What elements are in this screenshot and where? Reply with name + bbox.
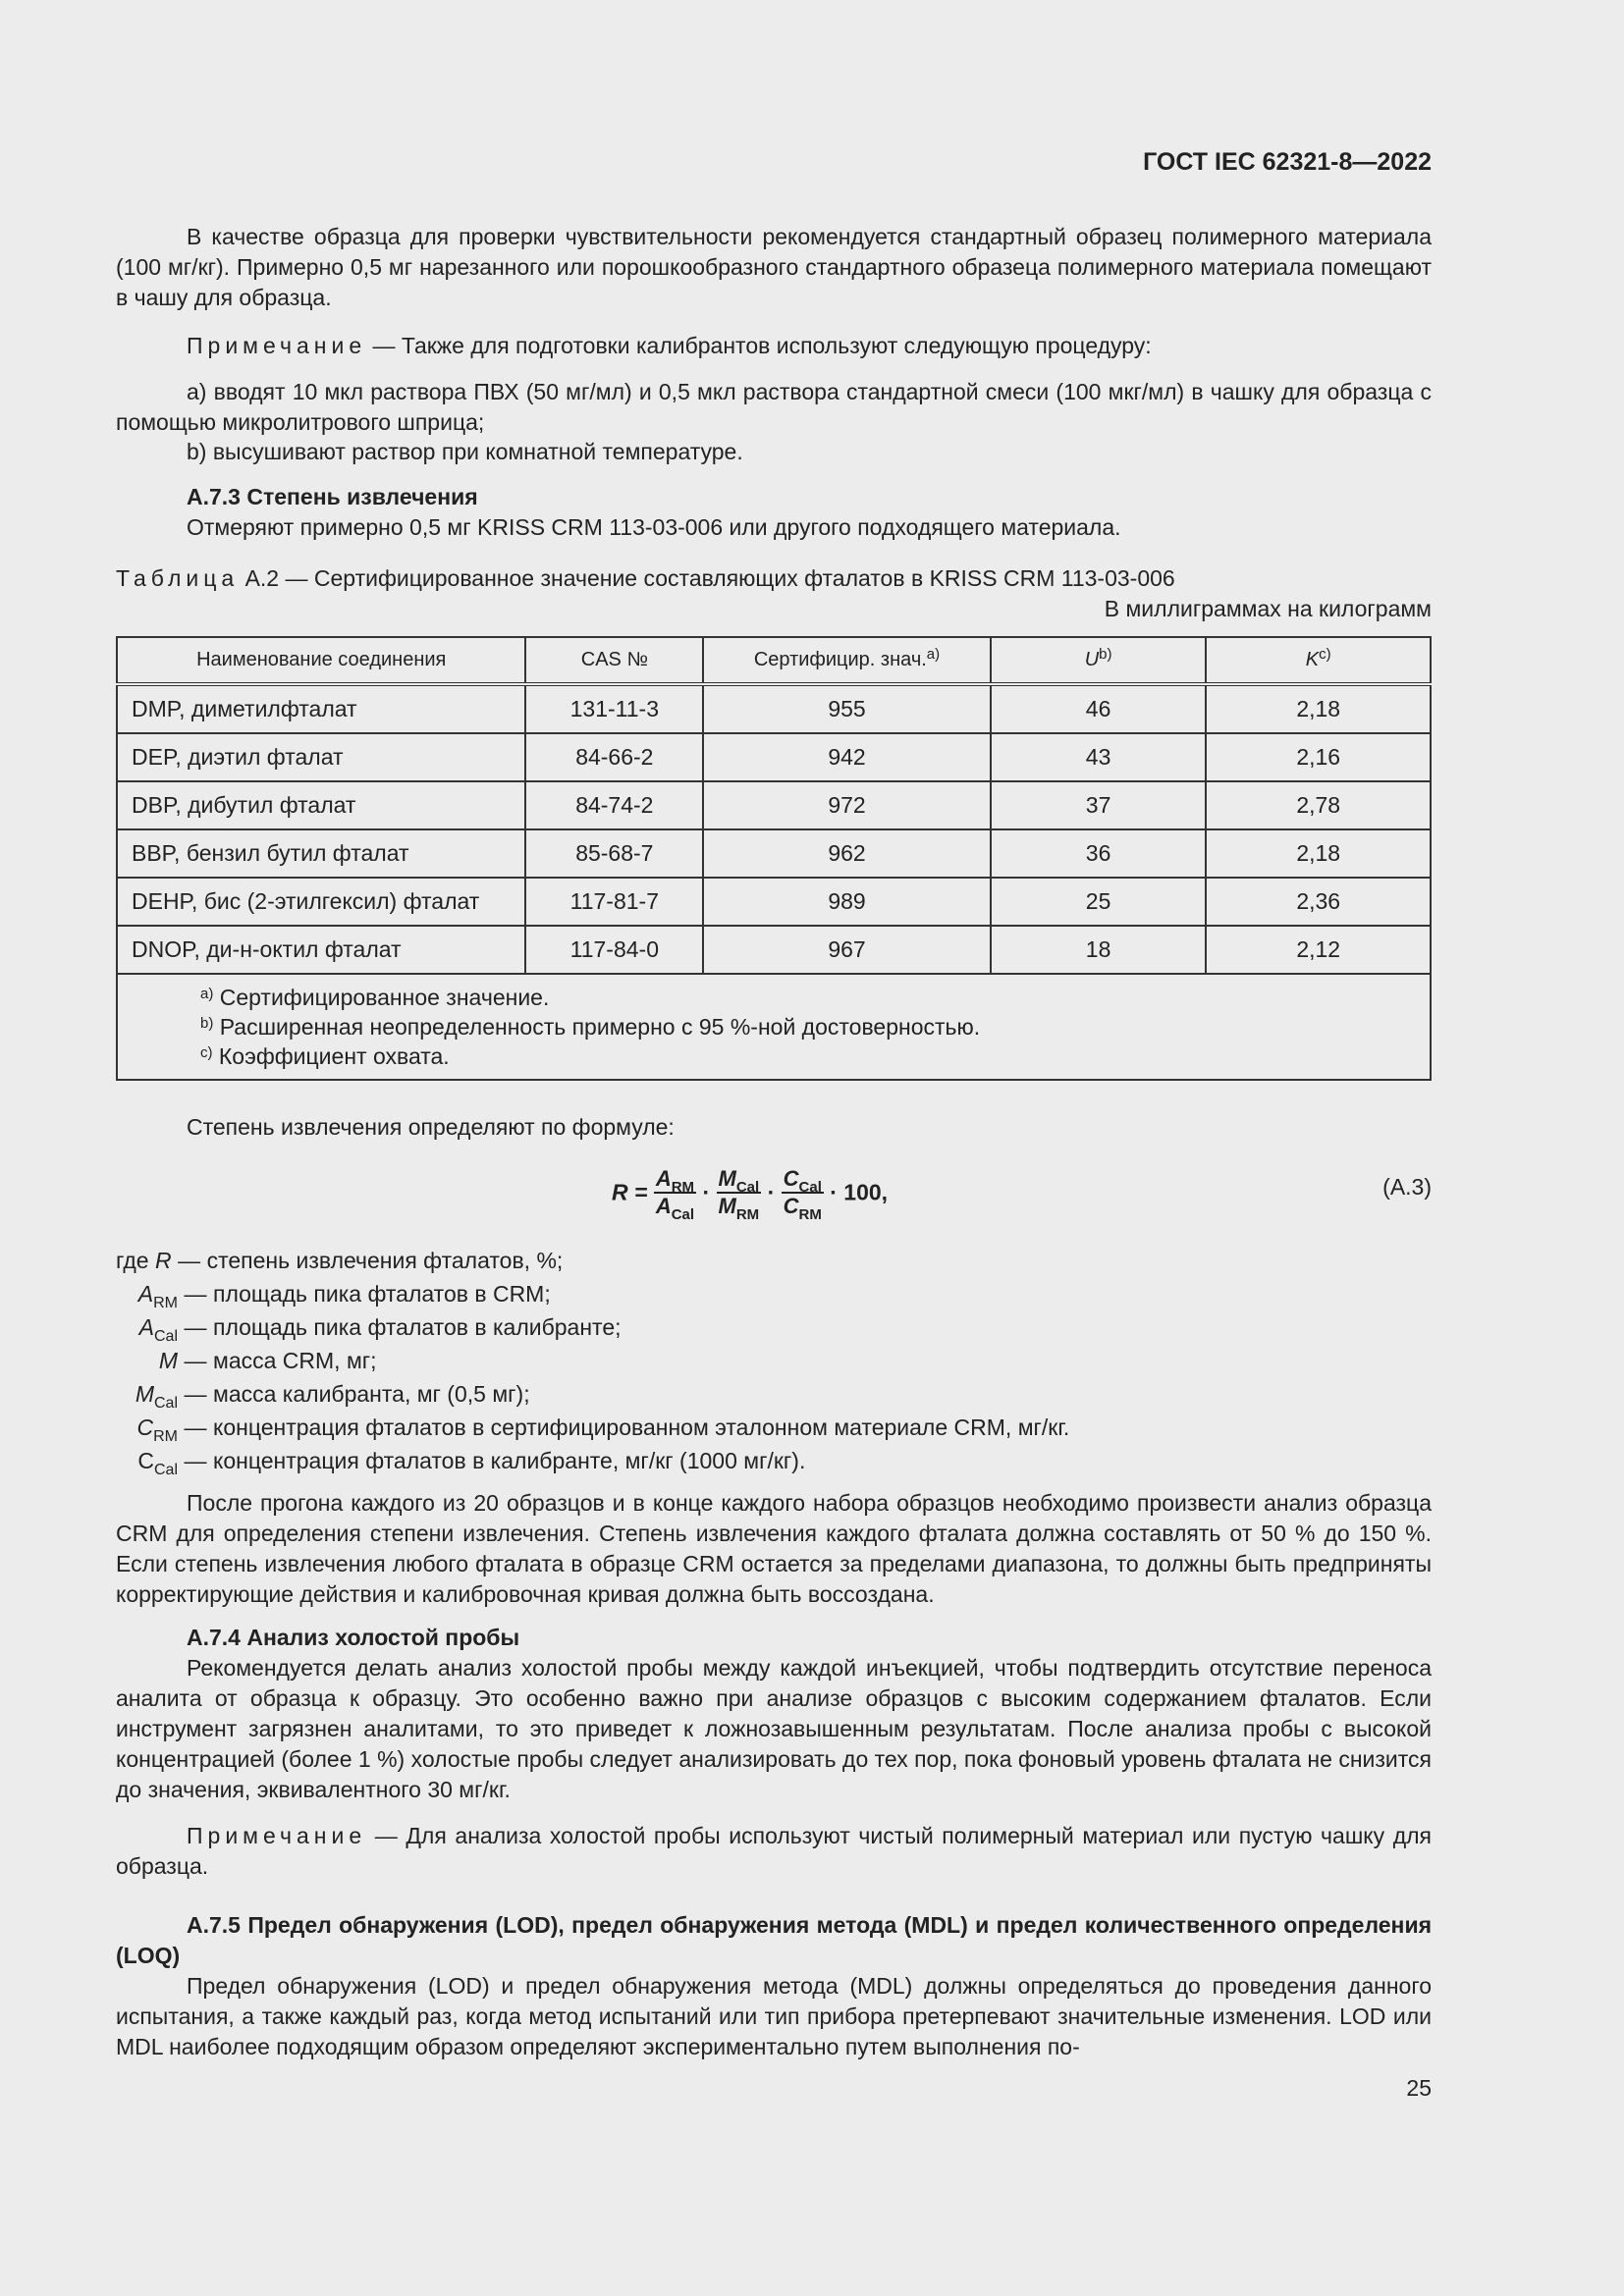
table-row	[117, 926, 1431, 974]
cell-name: DNOP, ди-н-октил фталат	[117, 926, 525, 974]
fraction-mass: $\frac{M_{Cal}}{M_{RM}}$	[718, 1166, 760, 1223]
cell-cas: 117-84-0	[525, 926, 703, 974]
cell-k: 2,16	[1206, 733, 1431, 781]
header-cas: CAS №	[525, 637, 703, 684]
cell-u: 43	[991, 733, 1207, 781]
legend-item: $A_{RM}$ — площадь пика фталатов в CRM;	[137, 1281, 551, 1311]
cell-name: DMP, диметилфталат	[117, 684, 525, 733]
cell-u: 36	[991, 829, 1207, 878]
header-cert: Сертифицир. знач.$^{a)}$	[703, 637, 991, 684]
cell-u: 25	[991, 878, 1207, 926]
table-caption-label: Таблица	[116, 565, 240, 591]
cell-name: DBP, дибутил фталат	[117, 781, 525, 829]
legend-item: $C_{RM}$ — концентрация фталатов в сертифицированном эталонном материале CRM, мг/кг.	[136, 1415, 1070, 1445]
table-units: В миллиграммах на килограмм	[1104, 596, 1432, 621]
formula-expression: R = $\frac{A_{RM}}{A_{Cal}}$ · $\frac{M_{Cal}}{M_{RM}}$ · $\frac{C_{Cal}}{C_{RM}}$ · 100,	[612, 1166, 889, 1223]
footnote-b: $^{b)}$ Расширенная неопределенность примерно с 95 %-ной достоверностью.	[200, 1014, 981, 1040]
note-text: — Также для подготовки калибрантов используют следующую процедуру:	[372, 333, 1152, 358]
section-a74-text: Рекомендуется делать анализ холостой пробы между каждой инъекцией, чтобы подтвердить отсутствие переноса аналита от образца к образцу. Это особенно важно при анализе образцов с высоким содержанием фталатов. Если инструмент загрязнен аналитами, то это приведет к ложнозавышенным результатам. После анализа пробы с высокой концентрацией (более 1 %) холостые пробы следует анализировать до тех пор, пока фоновый уровень фталата не снизится до значения, эквивалентного 30 мг/кг.	[116, 1655, 1432, 1802]
cell-cert: 967	[703, 926, 991, 974]
cell-k: 2,18	[1206, 829, 1431, 878]
table-row	[117, 684, 1431, 733]
section-a73-title: А.7.3 Степень извлечения	[187, 484, 478, 509]
table-caption-text: А.2 — Сертифицированное значение составляющих фталатов в KRISS CRM 113-03-006	[244, 565, 1175, 591]
cell-cas: 117-81-7	[525, 878, 703, 926]
footnote-a: $^{a)}$ Сертифицированное значение.	[200, 985, 550, 1010]
cell-cas: 84-66-2	[525, 733, 703, 781]
table-row	[117, 781, 1431, 829]
note-text: — Для анализа холостой пробы используют чистый полимерный материал или пустую чашку для образца.	[116, 1823, 1432, 1879]
document-header: ГОСТ IEC 62321-8—2022	[1143, 148, 1432, 176]
cell-cert: 989	[703, 878, 991, 926]
table-footnotes	[117, 974, 1431, 1080]
formula-tail: · 100,	[830, 1179, 889, 1205]
note-label: Примечание	[187, 1823, 367, 1848]
cell-k: 2,12	[1206, 926, 1431, 974]
section-a74-title: А.7.4 Анализ холостой пробы	[187, 1625, 520, 1650]
legend-item: M — масса CRM, мг;	[158, 1348, 377, 1373]
header-k: $K^{c)}$	[1206, 637, 1431, 684]
formula-lhs: R =	[612, 1179, 648, 1205]
after-legend-paragraph: После прогона каждого из 20 образцов и в конце каждого набора образцов необходимо произвести анализ образца CRM для определения степени извлечения. Степень извлечения каждого фталата должна составлять от 50 % до 150 %. Если степень извлечения любого фталата в образце CRM остается за пределами диапазона, то должны быть предприняты корректирующие действия и калибровочная кривая должна быть воссоздана.	[116, 1490, 1432, 1607]
list-item-a: a) вводят 10 мкл раствора ПВХ (50 мг/мл) и 0,5 мкл раствора стандартной смеси (100 мкг/мл) в чашку для образца с помощью микролитрового шприца;	[116, 379, 1432, 435]
table-wrapper	[116, 636, 1432, 1081]
intro-note	[116, 331, 1432, 361]
table-header-row	[117, 637, 1431, 684]
list-item-b: b) высушивают раствор при комнатной температуре.	[187, 439, 743, 464]
cell-u: 18	[991, 926, 1207, 974]
section-a75-text: Предел обнаружения (LOD) и предел обнаружения метода (MDL) должны определяться до проведения данного испытания, а также каждый раз, когда метод испытаний или тип прибора претерпевают значительные изменения. LOD или MDL наиболее подходящим образом определяют экспериментально путем выполнения по-	[116, 1973, 1432, 2059]
section-a74-note	[116, 1821, 1432, 1882]
cell-cert: 955	[703, 684, 991, 733]
cell-cas: 84-74-2	[525, 781, 703, 829]
phthalates-table	[116, 636, 1432, 1081]
cell-cas: 85-68-7	[525, 829, 703, 878]
legend-item: $M_{Cal}$ — масса калибранта, мг (0,5 мг);	[135, 1381, 530, 1412]
formula-number: (А.3)	[1382, 1174, 1432, 1200]
cell-u: 46	[991, 684, 1207, 733]
legend-item: $C_{Cal}$ — концентрация фталатов в калибранте, мг/кг (1000 мг/кг).	[137, 1448, 806, 1478]
legend-item: $A_{Cal}$ — площадь пика фталатов в калибранте;	[138, 1314, 622, 1345]
cell-name: DEHP, бис (2-этилгексил) фталат	[117, 878, 525, 926]
footnotes-cell	[117, 974, 1431, 1080]
cell-name: BBP, бензил бутил фталат	[117, 829, 525, 878]
cell-cas: 131-11-3	[525, 684, 703, 733]
section-a73-text: Отмеряют примерно 0,5 мг KRISS CRM 113-03-006 или другого подходящего материала.	[187, 514, 1121, 540]
header-name: Наименование соединения	[117, 637, 525, 684]
cell-k: 2,18	[1206, 684, 1431, 733]
legend-item: где R — степень извлечения фталатов, %;	[116, 1248, 564, 1273]
header-u: $U^{b)}$	[991, 637, 1207, 684]
intro-paragraph: В качестве образца для проверки чувствительности рекомендуется стандартный образец полимерного материала (100 мг/кг). Примерно 0,5 мг нарезанного или порошкообразного стандартного образеца полимерного материала помещают в чашу для образца.	[116, 224, 1432, 310]
cell-cert: 942	[703, 733, 991, 781]
table-row	[117, 733, 1431, 781]
cell-cert: 962	[703, 829, 991, 878]
table-row	[117, 878, 1431, 926]
section-a75-title: А.7.5 Предел обнаружения (LOD), предел обнаружения метода (MDL) и предел количественного определения (LOQ)	[116, 1912, 1432, 1968]
formula-intro: Степень извлечения определяют по формуле:	[187, 1114, 675, 1140]
cell-cert: 972	[703, 781, 991, 829]
table-row	[117, 829, 1431, 878]
note-label: Примечание	[187, 333, 367, 358]
cell-k: 2,36	[1206, 878, 1431, 926]
cell-name: DEP, диэтил фталат	[117, 733, 525, 781]
fraction-concentration: $\frac{C_{Cal}}{C_{RM}}$	[783, 1166, 822, 1223]
cell-k: 2,78	[1206, 781, 1431, 829]
table-caption	[116, 563, 1432, 594]
page-number: 25	[1406, 2075, 1432, 2101]
footnote-c: $^{c)}$ Коэффициент охвата.	[200, 1043, 450, 1069]
cell-u: 37	[991, 781, 1207, 829]
fraction-area: $\frac{A_{RM}}{A_{Cal}}$	[655, 1166, 695, 1223]
